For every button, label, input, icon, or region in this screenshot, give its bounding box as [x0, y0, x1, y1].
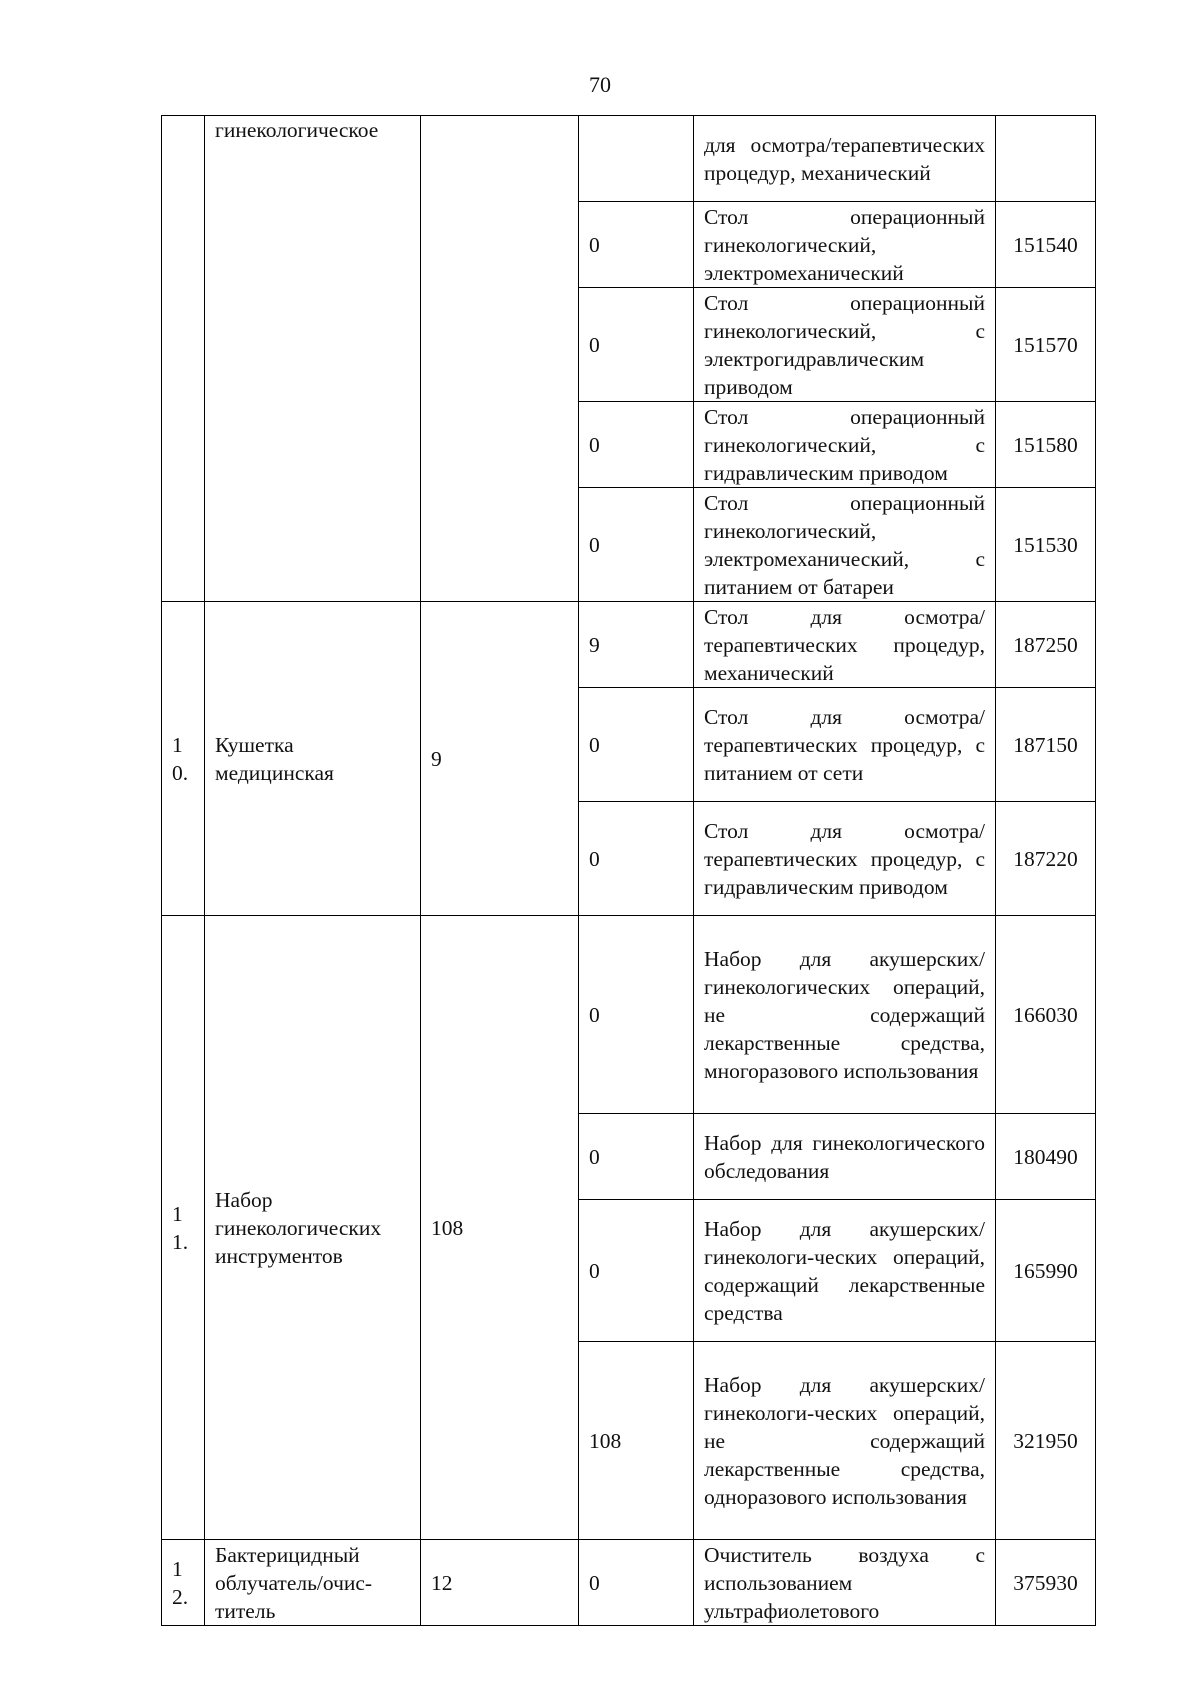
desc-cell: Набор для акушерских/гинекологи-ческих операций, содержащий лекарственные средства — [694, 1200, 996, 1342]
item-name-line: медицинская — [215, 760, 334, 785]
code-cell: 151570 — [996, 288, 1096, 402]
item-number-line: 1 — [172, 1556, 183, 1581]
code-cell: 166030 — [996, 916, 1096, 1114]
qty-cell: 0 — [579, 202, 694, 288]
item-name-line: инструментов — [215, 1243, 343, 1268]
item-name-line: титель — [215, 1598, 276, 1623]
page-number: 70 — [589, 72, 611, 97]
item-total-cell: 12 — [421, 1540, 579, 1626]
code-cell: 321950 — [996, 1342, 1096, 1540]
item-name-line: гинекологическое — [215, 118, 379, 142]
desc-cell: Стол операционный гинекологический, электромеханический, с питанием от батареи — [694, 488, 996, 602]
desc-cell: Набор для акушерских/гинекологи-ческих операций, не содержащий лекарственные средства, одноразового использования — [694, 1342, 996, 1540]
item-name-cell — [205, 602, 421, 916]
desc-cell: Набор для акушерских/гинекологических операций, не содержащий лекарственные средства, многоразового использования — [694, 916, 996, 1114]
code-cell: 187220 — [996, 802, 1096, 916]
qty-cell: 0 — [579, 916, 694, 1114]
qty-cell: 9 — [579, 602, 694, 688]
code-cell: 151540 — [996, 202, 1096, 288]
item-name-cell — [205, 916, 421, 1540]
item-total-cell — [421, 116, 579, 602]
item-number-line: 2. — [172, 1584, 189, 1609]
qty-cell: 0 — [579, 688, 694, 802]
desc-cell: Стол для осмотра/терапевтических процедур, механический — [694, 602, 996, 688]
code-cell — [996, 116, 1096, 202]
qty-cell: 108 — [579, 1342, 694, 1540]
item-number-cell — [162, 916, 205, 1540]
desc-cell: Стол операционный гинекологический, с электрогидравлическим приводом — [694, 288, 996, 402]
qty-cell: 0 — [579, 1540, 694, 1626]
qty-cell: 0 — [579, 402, 694, 488]
desc-cell: Стол операционный гинекологический, с гидравлическим приводом — [694, 402, 996, 488]
desc-cell: Набор для гинекологического обследования — [694, 1114, 996, 1200]
qty-cell: 0 — [579, 802, 694, 916]
code-cell: 151530 — [996, 488, 1096, 602]
item-name-line: Набор — [215, 1187, 273, 1212]
item-name-cell — [205, 1540, 421, 1626]
qty-cell: 0 — [579, 488, 694, 602]
item-number-cell — [162, 602, 205, 916]
item-name-line: Кушетка — [215, 732, 294, 757]
table-row — [162, 916, 1096, 1114]
code-cell: 187250 — [996, 602, 1096, 688]
code-cell: 151580 — [996, 402, 1096, 488]
desc-cell: для осмотра/терапевтических процедур, механический — [694, 116, 996, 202]
code-cell: 180490 — [996, 1114, 1096, 1200]
qty-cell — [579, 116, 694, 202]
item-number-line: 0. — [172, 760, 189, 785]
item-number-line: 1. — [172, 1229, 189, 1254]
qty-cell: 0 — [579, 288, 694, 402]
table-row — [162, 602, 1096, 688]
item-number-line: 1 — [172, 1201, 183, 1226]
table-row — [162, 1540, 1096, 1626]
item-total-cell: 108 — [421, 916, 579, 1540]
item-number-cell — [162, 1540, 205, 1626]
item-name-cell — [205, 116, 421, 602]
code-cell: 187150 — [996, 688, 1096, 802]
code-cell: 375930 — [996, 1540, 1096, 1626]
equipment-table — [161, 115, 1096, 1626]
qty-cell: 0 — [579, 1200, 694, 1342]
item-name-line: облучатель/очис- — [215, 1570, 373, 1595]
desc-cell: Стол для осмотра/терапевтических процедур, с гидравлическим приводом — [694, 802, 996, 916]
table-row — [162, 116, 1096, 202]
code-cell: 165990 — [996, 1200, 1096, 1342]
qty-cell: 0 — [579, 1114, 694, 1200]
item-total-cell: 9 — [421, 602, 579, 916]
desc-cell: Очиститель воздуха с использованием ультрафиолетового — [694, 1540, 996, 1626]
desc-cell: Стол для осмотра/терапевтических процедур, с питанием от сети — [694, 688, 996, 802]
item-number-line: 1 — [172, 732, 183, 757]
desc-cell: Стол операционный гинекологический, электромеханический — [694, 202, 996, 288]
item-name-line: гинекологических — [215, 1215, 382, 1240]
item-number-cell — [162, 116, 205, 602]
item-name-line: Бактерицидный — [215, 1542, 360, 1567]
